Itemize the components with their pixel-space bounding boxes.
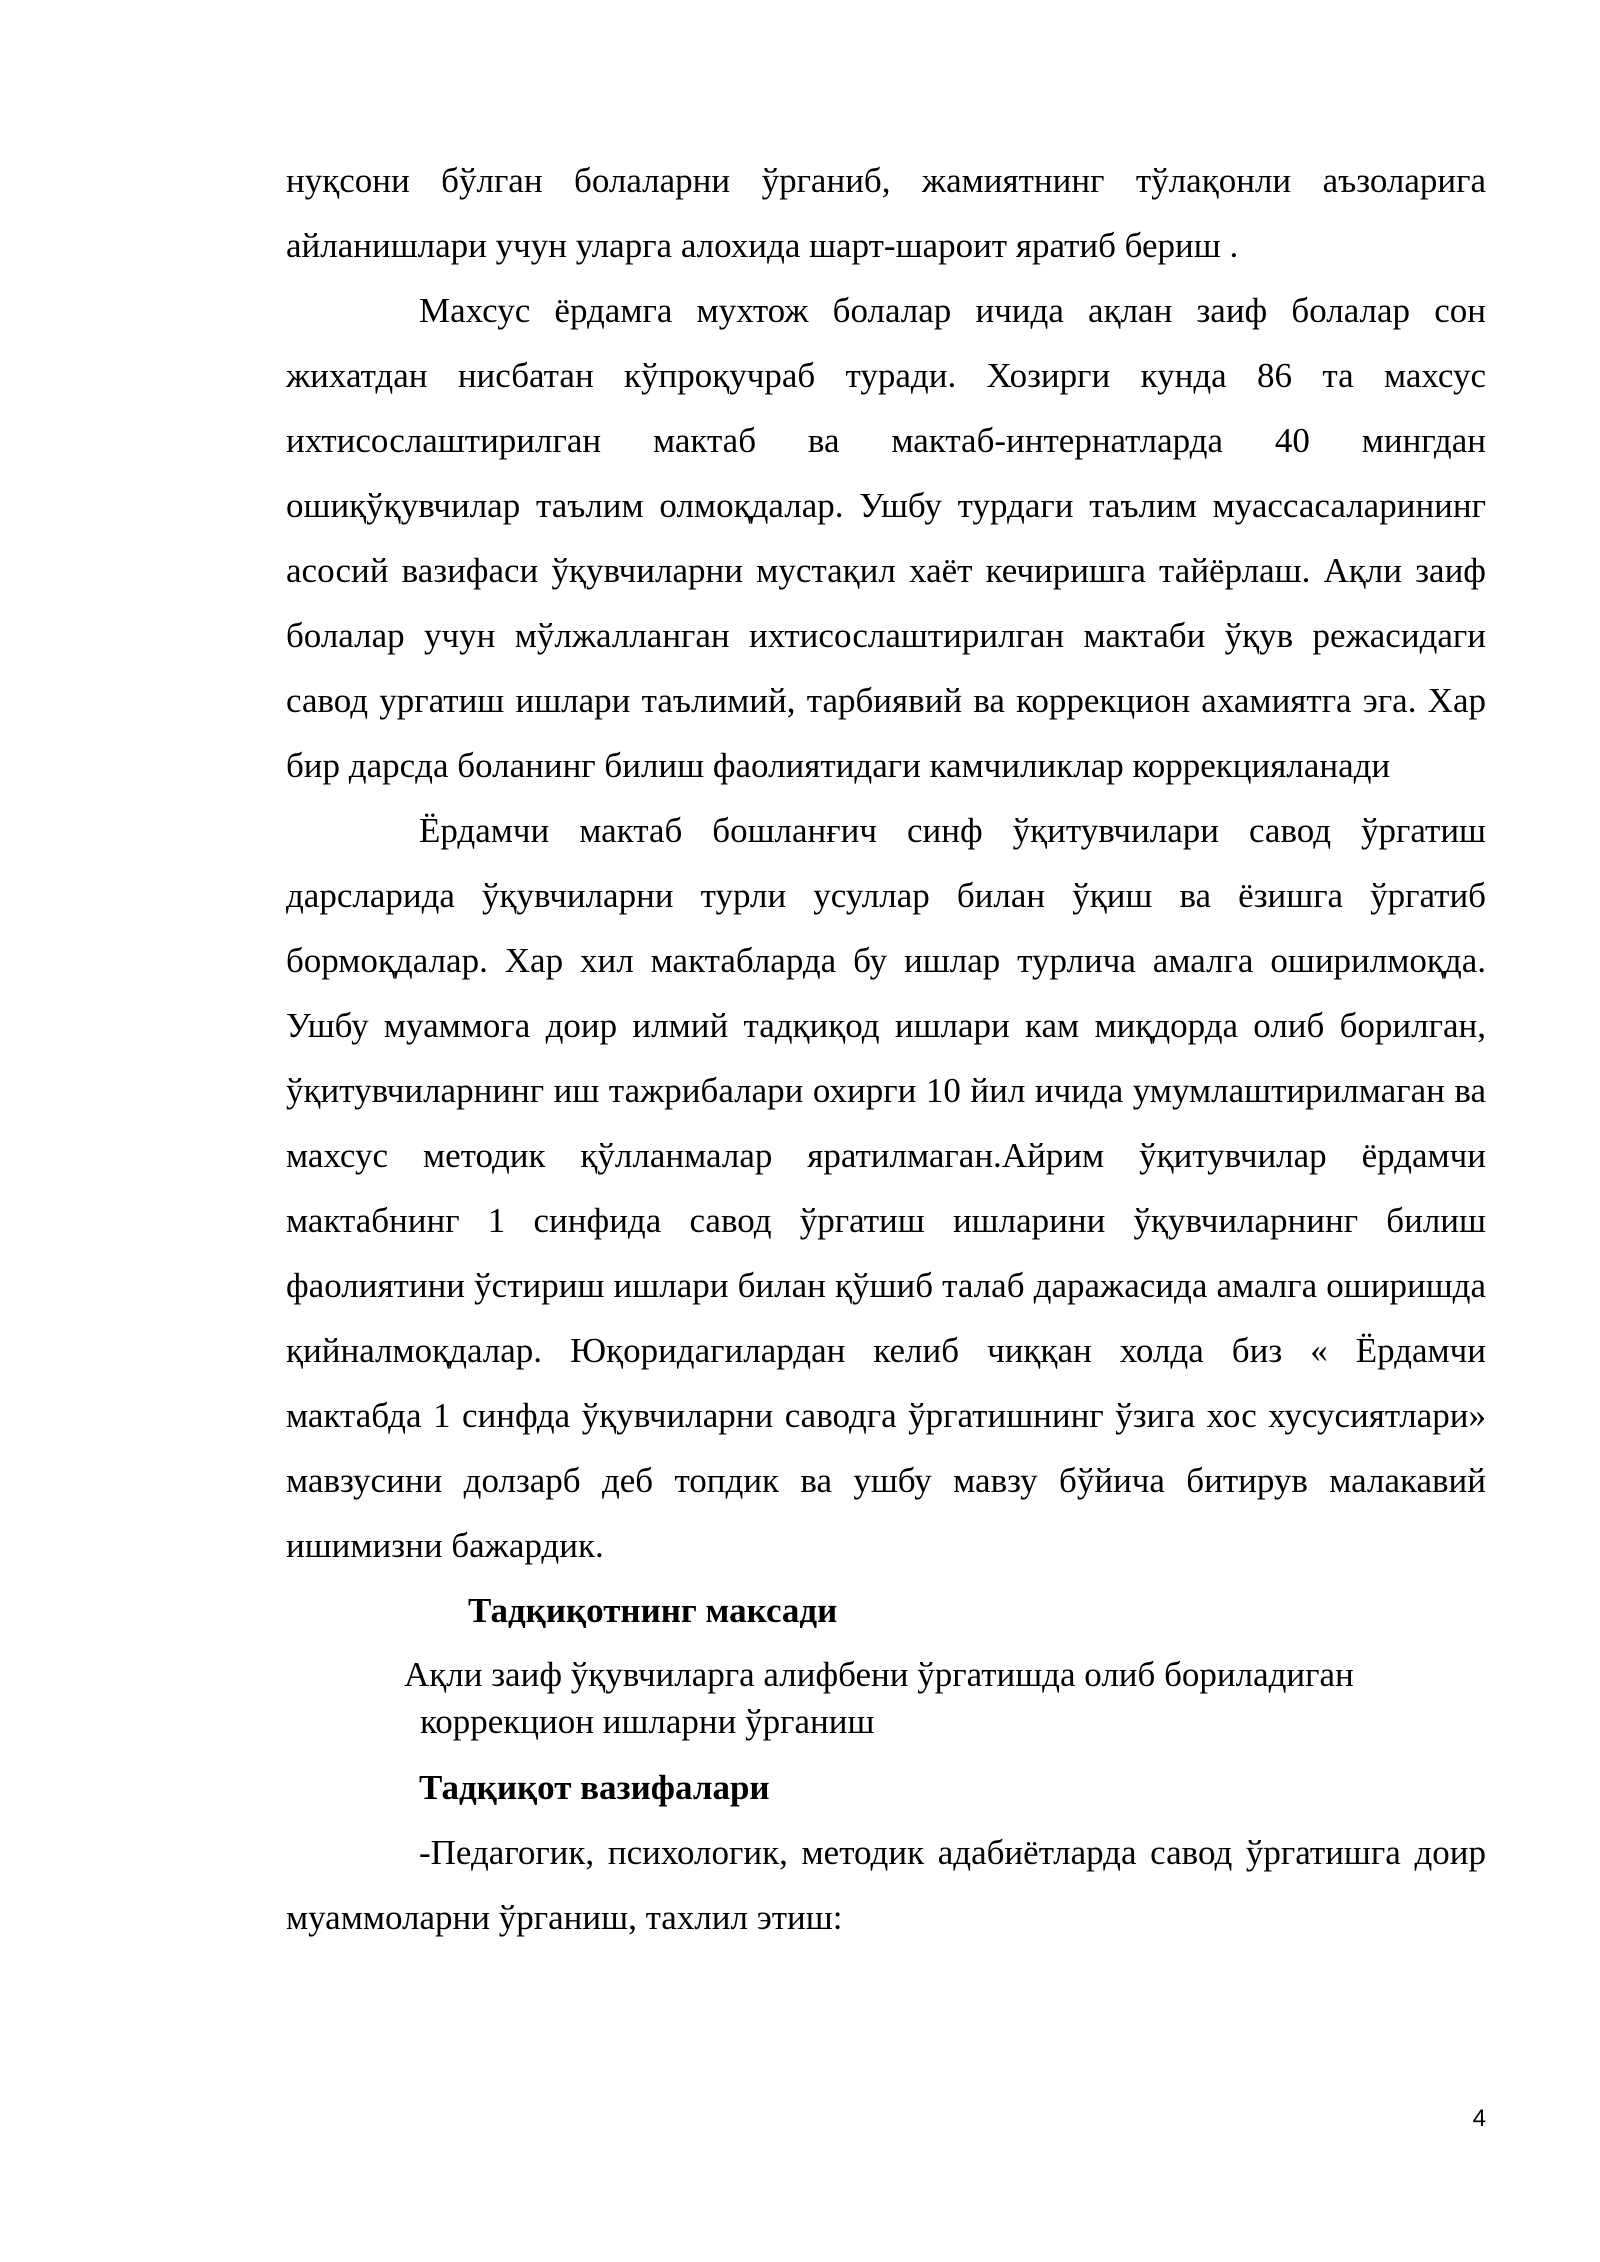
research-task-item: -Педагогик, психологик, методик адабиётларда савод ўргатишга доир муаммоларни ўрганиш, тахлил этиш: xyxy=(286,1833,1486,1937)
page-number: 4 xyxy=(1472,2105,1486,2132)
page-content xyxy=(286,148,1486,1950)
paragraph-auxiliary-school-teachers: Ёрдамчи мактаб бошланғич синф ўқитувчилари савод ўргатиш дарсларида ўқувчиларни турли усуллар билан ўқиш ва ёзишга ўргатиб бормоқдалар. Хар хил мактабларда бу ишлар турлича амалга оширилмоқда. Ушбу муаммога доир илмий тадқиқод ишлари кам миқдорда олиб борилган, ўқитувчиларнинг иш тажрибалари охирги 10 йил ичида умумлаштирилмаган ва махсус методик қўлланмалар яратилмаган.Айрим ўқитувчилар ёрдамчи мактабнинг 1 синфида савод ўргатиш ишларини ўқувчиларнинг билиш фаолиятини ўстириш ишлари билан қўшиб талаб даражасида амалга оширишда қийналмоқдалар. Юқоридагилардан келиб чиққан холда биз « Ёрдамчи мактабда 1 синфда ўқувчиларни саводга ўргатишнинг ўзига хос хусусиятлари» мавзусини долзарб деб топдик ва ушбу мавзу бўйича битирув малакавий ишимизни бажардик. xyxy=(286,811,1486,1565)
paragraph-continuation: нуқсони бўлган болаларни ўрганиб, жамиятнинг тўлақонли аъзоларига айланишлари учун уларга алохида шарт-шароит яратиб бериш . xyxy=(286,161,1486,265)
research-aim-line-1: Ақли заиф ўқувчиларга алифбени ўргатишда олиб бориладиган xyxy=(404,1655,1354,1694)
heading-research-tasks: Тадқиқот вазифалари xyxy=(419,1768,770,1807)
research-aim-text xyxy=(286,1643,1486,1755)
paragraph-special-needs-children: Махсус ёрдамга мухтож болалар ичида ақлан заиф болалар сон жихатдан нисбатан кўпроқучраб туради. Хозирги кунда 86 та махсус ихтисослаштирилган мактаб ва мактаб-интернатларда 40 мингдан ошиқўқувчилар таълим олмоқдалар. Ушбу турдаги таълим муассасаларининг асосий вазифаси ўқувчиларни мустақил хаёт кечиришга тайёрлаш. Ақли заиф болалар учун мўлжалланган ихтисослаштирилган мактаби ўқув режасидаги савод ургатиш ишлари таълимий, тарбиявий ва коррекцион ахамиятга эга. Хар бир дарсда боланинг билиш фаолиятидаги камчиликлар коррекцияланади xyxy=(286,291,1486,785)
research-aim-line-2: коррекцион ишларни ўрганиш xyxy=(420,1702,875,1741)
heading-research-aim: Тадқиқотнинг максади xyxy=(468,1591,838,1630)
